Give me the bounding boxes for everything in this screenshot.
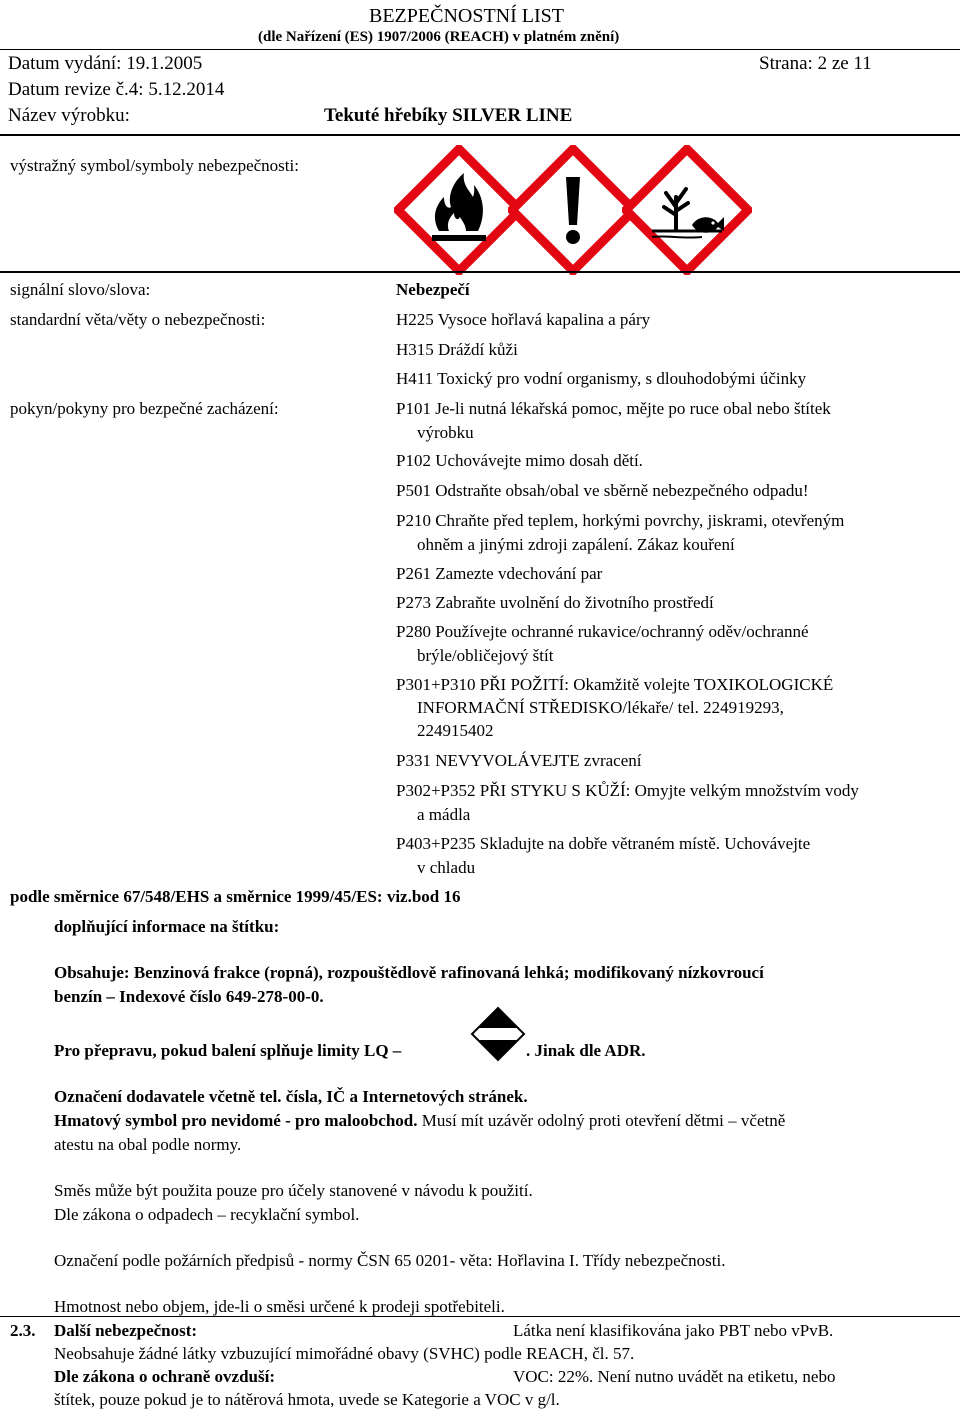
weight-line: Hmotnost nebo objem, jde-li o směsi určené k prodeji spotřebiteli. bbox=[54, 1297, 505, 1316]
fire-line: Označení podle požárních předpisů - normy ČSN 65 0201- věta: Hořlavina I. Třídy nebezpečnosti. bbox=[54, 1251, 726, 1270]
transport-text-after: . Jinak dle ADR. bbox=[526, 1041, 646, 1060]
precautionary-line: a mádla bbox=[417, 805, 471, 824]
supplementary-label: doplňující informace na štítku: bbox=[54, 917, 280, 936]
precautionary-line: v chladu bbox=[417, 858, 476, 877]
transport-text: Pro přepravu, pokud balení splňuje limity LQ – bbox=[54, 1041, 402, 1060]
product-label: Název výrobku: bbox=[8, 105, 130, 126]
issue-date: Datum vydání: 19.1.2005 bbox=[8, 53, 203, 74]
tactile-line bbox=[54, 1112, 785, 1129]
revision-date: Datum revize č.4: 5.12.2014 bbox=[8, 79, 225, 100]
flame-icon bbox=[394, 145, 524, 275]
environment-icon bbox=[622, 145, 752, 275]
precautionary-line: P302+P352 PŘI STYKU S KŮŽÍ: Omyjte velkým množstvím vody bbox=[396, 781, 859, 800]
signal-word-value: Nebezpečí bbox=[396, 280, 470, 299]
section-number: 2.3. bbox=[10, 1321, 36, 1340]
air-law-value: VOC: 22%. Není nutno uvádět na etiketu, nebo bbox=[513, 1367, 836, 1386]
precautionary-line: P403+P235 Skladujte na dobře větraném místě. Uchovávejte bbox=[396, 834, 811, 853]
precautionary-line: ohněm a jinými zdroji zapálení. Zákaz kouření bbox=[417, 535, 735, 554]
precautionary-line: P101 Je-li nutná lékařská pomoc, mějte po ruce obal nebo štítek bbox=[396, 399, 831, 418]
precautionary-line: P280 Používejte ochranné rukavice/ochranný oděv/ochranné bbox=[396, 622, 809, 641]
usage-line-2: Dle zákona o odpadech – recyklační symbol. bbox=[54, 1205, 360, 1224]
document-title: BEZPEČNOSTNÍ LIST bbox=[369, 5, 564, 27]
hazard-symbols-label: výstražný symbol/symboly nebezpečnosti: bbox=[10, 156, 299, 175]
contains-line-1: Obsahuje: Benzinová frakce (ropná), rozpouštědlově rafinovaná lehká; modifikovaný nízkovroucí bbox=[54, 963, 764, 982]
hazard-statement: H411 Toxický pro vodní organismy, s dlouhodobými účinky bbox=[396, 369, 807, 388]
precautionary-line: výrobku bbox=[417, 423, 474, 442]
hazard-statement: H225 Vysoce hořlavá kapalina a páry bbox=[396, 310, 651, 329]
precautionary-line: brýle/obličejový štít bbox=[417, 646, 554, 665]
precautionary-line: INFORMAČNÍ STŘEDISKO/lékaře/ tel. 224919293, bbox=[417, 698, 784, 717]
header-divider bbox=[0, 49, 960, 50]
precautionary-label: pokyn/pokyny pro bezpečné zacházení: bbox=[10, 399, 279, 418]
precautionary-line: P501 Odstraňte obsah/obal ve sběrně nebezpečného odpadu! bbox=[396, 481, 809, 500]
precautionary-line: P210 Chraňte před teplem, horkými povrchy, jiskrami, otevřeným bbox=[396, 511, 845, 530]
product-name: Tekuté hřebíky SILVER LINE bbox=[324, 105, 573, 126]
subtitle-prefix: (dle bbox=[258, 29, 286, 45]
limited-quantity-icon bbox=[470, 1006, 526, 1062]
precautionary-line: P331 NEVYVOLÁVEJTE zvracení bbox=[396, 751, 642, 770]
precautionary-line: P102 Uchovávejte mimo dosah dětí. bbox=[396, 451, 643, 470]
symbols-bottom-rule bbox=[0, 271, 960, 273]
contains-line-2: benzín – Indexové číslo 649-278-00-0. bbox=[54, 987, 324, 1006]
precautionary-line: 224915402 bbox=[417, 721, 494, 740]
document-subtitle bbox=[258, 30, 619, 45]
hazard-statements-label: standardní věta/věty o nebezpečnosti: bbox=[10, 310, 266, 329]
hazard-statement: H315 Dráždí kůži bbox=[396, 340, 518, 359]
signal-word-label: signální slovo/slova: bbox=[10, 280, 151, 299]
precautionary-line: P261 Zamezte vdechování par bbox=[396, 564, 603, 583]
tactile-line-2: atestu na obal podle normy. bbox=[54, 1135, 242, 1154]
page-number: Strana: 2 ze 11 bbox=[759, 53, 872, 74]
air-law-label: Dle zákona o ochraně ovzduší: bbox=[54, 1367, 275, 1386]
usage-line-1: Směs může být použita pouze pro účely stanovené v návodu k použití. bbox=[54, 1181, 533, 1200]
supplier-line: Označení dodavatele včetně tel. čísla, IČ a Internetových stránek. bbox=[54, 1087, 528, 1106]
subtitle-regulation: Nařízení (ES) 1907/2006 (REACH) bbox=[285, 29, 509, 45]
precautionary-line: P301+P310 PŘI POŽITÍ: Okamžitě volejte TOXIKOLOGICKÉ bbox=[396, 675, 834, 694]
section-value: Látka není klasifikována jako PBT nebo vPvB. bbox=[513, 1321, 834, 1340]
header-bottom-rule bbox=[0, 134, 960, 136]
section-line-4: štítek, pouze pokud je to nátěrová hmota, uvede se Kategorie a VOC v g/l. bbox=[54, 1390, 560, 1409]
section-line-2: Neobsahuje žádné látky vzbuzující mimořádné obavy (SVHC) podle REACH, čl. 57. bbox=[54, 1344, 635, 1363]
section-label: Další nebezpečnost: bbox=[54, 1321, 198, 1340]
tactile-bold: Hmatový symbol pro nevidomé - pro maloobchod. bbox=[54, 1111, 418, 1130]
directive-title: podle směrnice 67/548/EHS a směrnice 1999/45/ES: viz.bod 16 bbox=[10, 887, 461, 906]
subtitle-suffix: v platném znění) bbox=[508, 29, 620, 45]
exclamation-icon bbox=[508, 145, 638, 275]
section-divider bbox=[0, 1316, 960, 1317]
tactile-rest: Musí mít uzávěr odolný proti otevření dětmi – včetně bbox=[417, 1111, 786, 1130]
precautionary-line: P273 Zabraňte uvolnění do životního prostředí bbox=[396, 593, 714, 612]
